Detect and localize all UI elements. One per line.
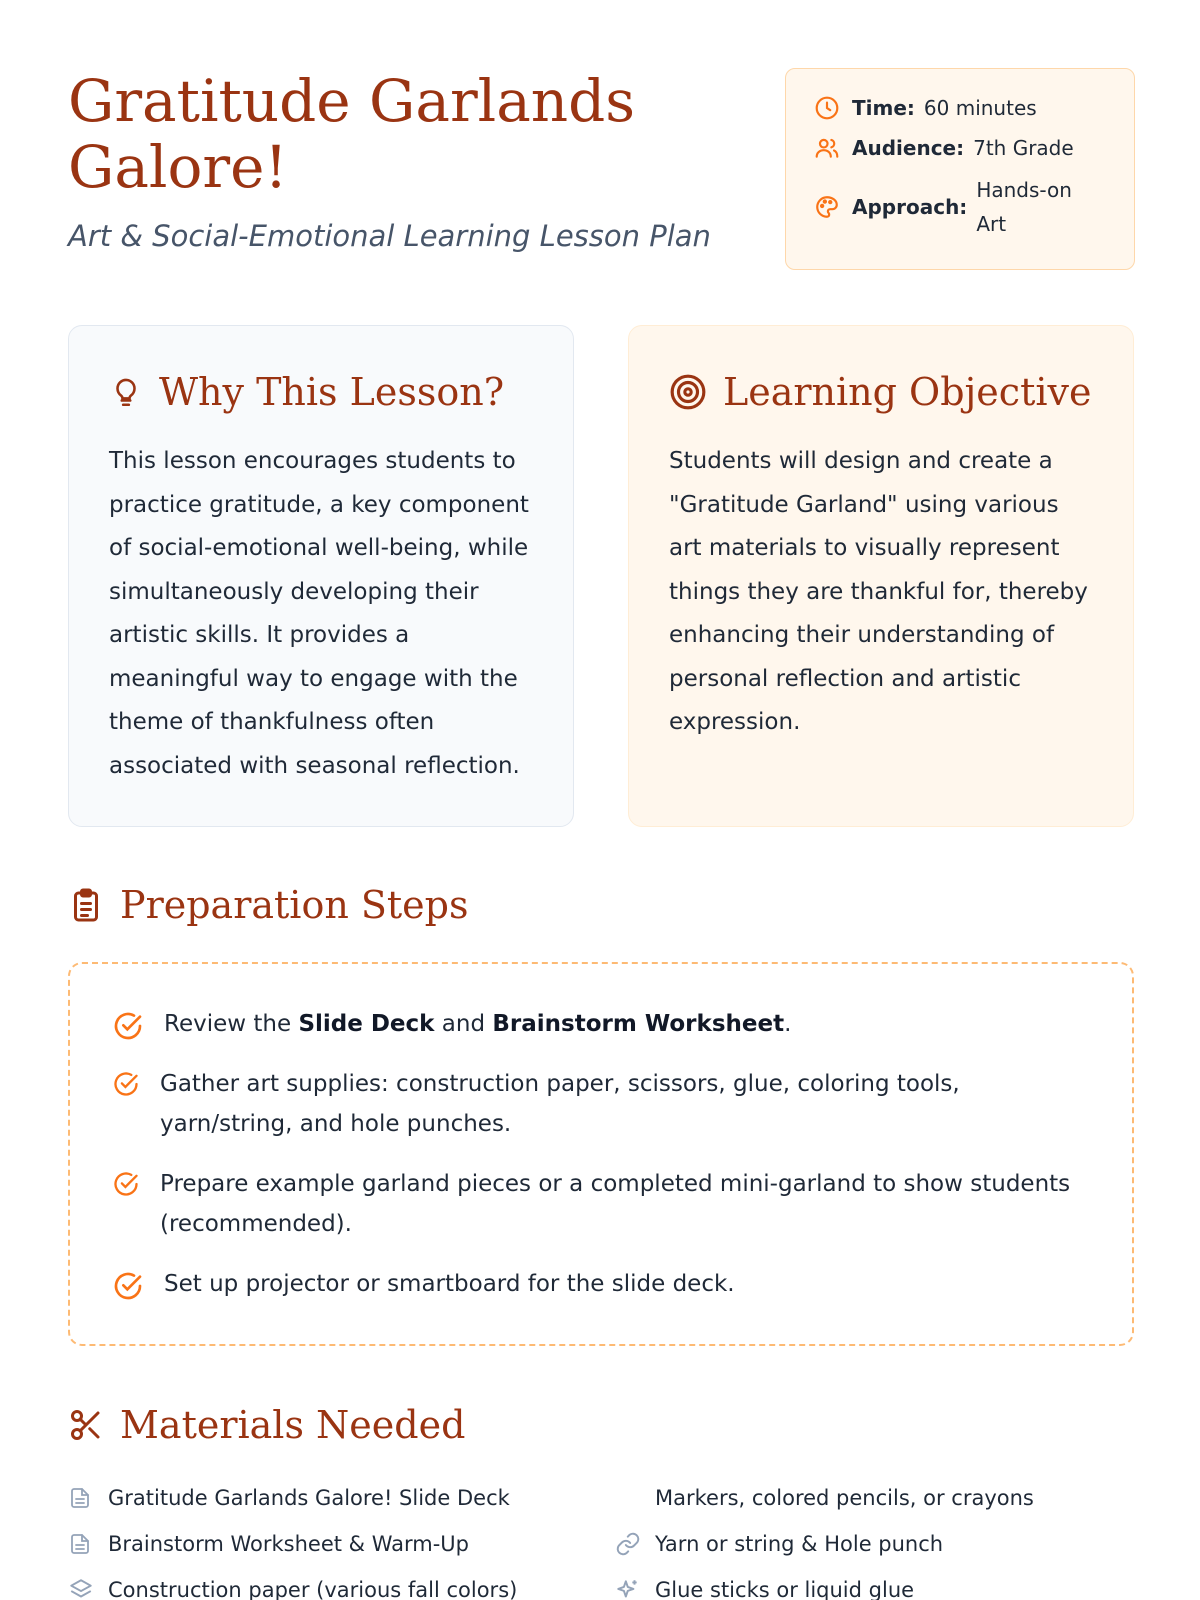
scissors-icon [68, 1406, 104, 1444]
list-item [68, 1528, 615, 1560]
prep-step-text: Gather art supplies: construction paper, scissors, glue, coloring tools, yarn/string, and hole punches. [160, 1071, 960, 1137]
why-heading-text: Why This Lesson? [159, 370, 505, 414]
material-text: Gratitude Garlands Galore! Slide Deck [108, 1486, 510, 1510]
meta-audience [814, 135, 1106, 161]
list-item [615, 1528, 1162, 1560]
meta-audience-label: Audience: [852, 136, 965, 160]
check-circle-icon [112, 1070, 140, 1098]
layers-icon [68, 1577, 94, 1600]
palette-icon [814, 194, 840, 220]
why-this-lesson-card [68, 325, 574, 827]
meta-approach-value-line2: Art [976, 212, 1007, 236]
prep-step-text: Set up projector or smartboard for the slide deck. [164, 1271, 735, 1297]
prep-step [112, 1264, 1092, 1304]
learning-objective-card [628, 325, 1134, 827]
sparkles-icon [615, 1577, 641, 1600]
material-text: Yarn or string & Hole punch [655, 1532, 944, 1556]
prep-step-text: Prepare example garland pieces or a completed mini-garland to show students (recommended). [160, 1171, 1071, 1237]
preparation-steps-box [68, 962, 1134, 1346]
prep-step [112, 1064, 1092, 1144]
slide-deck-bold: Slide Deck [298, 1011, 435, 1037]
file-text-icon [68, 1532, 92, 1556]
objective-heading [669, 370, 1093, 414]
clock-icon [814, 95, 840, 121]
list-item [615, 1482, 1162, 1514]
meta-time-label: Time: [852, 96, 915, 120]
target-icon [669, 373, 707, 411]
material-text: Markers, colored pencils, or crayons [655, 1486, 1034, 1510]
file-text-icon [68, 1486, 92, 1510]
objective-body: Students will design and create a "Gratitude Garland" using various art materials to visually represent things they are thankful for, thereby enhancing their understanding of personal reflection and artistic expression. [669, 448, 1088, 735]
check-circle-icon [112, 1170, 140, 1198]
meta-approach-value-line1: Hands-on [976, 178, 1072, 202]
prep-step [112, 1164, 1092, 1244]
why-heading [109, 370, 533, 414]
page-title: Gratitude Garlands Galore! [68, 67, 636, 201]
list-item [615, 1574, 1162, 1600]
brainstorm-worksheet-bold: Brainstorm Worksheet [492, 1011, 785, 1037]
meta-approach [814, 173, 1106, 241]
objective-heading-text: Learning Objective [723, 370, 1092, 414]
material-text: Brainstorm Worksheet & Warm-Up [108, 1532, 469, 1556]
material-text: Glue sticks or liquid glue [655, 1578, 915, 1600]
users-icon [814, 135, 840, 161]
material-text: Construction paper (various fall colors) [108, 1578, 518, 1600]
meta-time-value: 60 minutes [923, 96, 1037, 120]
why-body: This lesson encourages students to practice gratitude, a key component of social-emotional well-being, while simultaneously developing their artistic skills. It provides a meaningful way to engage with the theme of thankfulness often associated with seasonal reflection. [109, 448, 529, 779]
list-item [68, 1574, 615, 1600]
meta-audience-value: 7th Grade [973, 136, 1074, 160]
materials-list [68, 1482, 1168, 1600]
meta-approach-label: Approach: [852, 195, 968, 219]
preparation-heading-text: Preparation Steps [120, 883, 469, 927]
check-circle-icon [112, 1270, 144, 1302]
prep-step [112, 1004, 1092, 1044]
meta-time [814, 95, 1106, 121]
materials-heading-text: Materials Needed [120, 1403, 466, 1447]
check-circle-icon [112, 1010, 144, 1042]
link-icon [615, 1531, 641, 1557]
list-item [68, 1482, 615, 1514]
clipboard-icon [68, 886, 104, 924]
page-subtitle: Art & Social-Emotional Learning Lesson Plan [68, 219, 711, 253]
lightbulb-icon [109, 373, 143, 411]
prep-step-text: Review the Slide Deck and Brainstorm Worksheet. [164, 1011, 792, 1037]
materials-heading [68, 1403, 465, 1447]
meta-approach-value [976, 173, 1072, 241]
lesson-meta-box [785, 68, 1135, 270]
preparation-heading [68, 883, 469, 927]
